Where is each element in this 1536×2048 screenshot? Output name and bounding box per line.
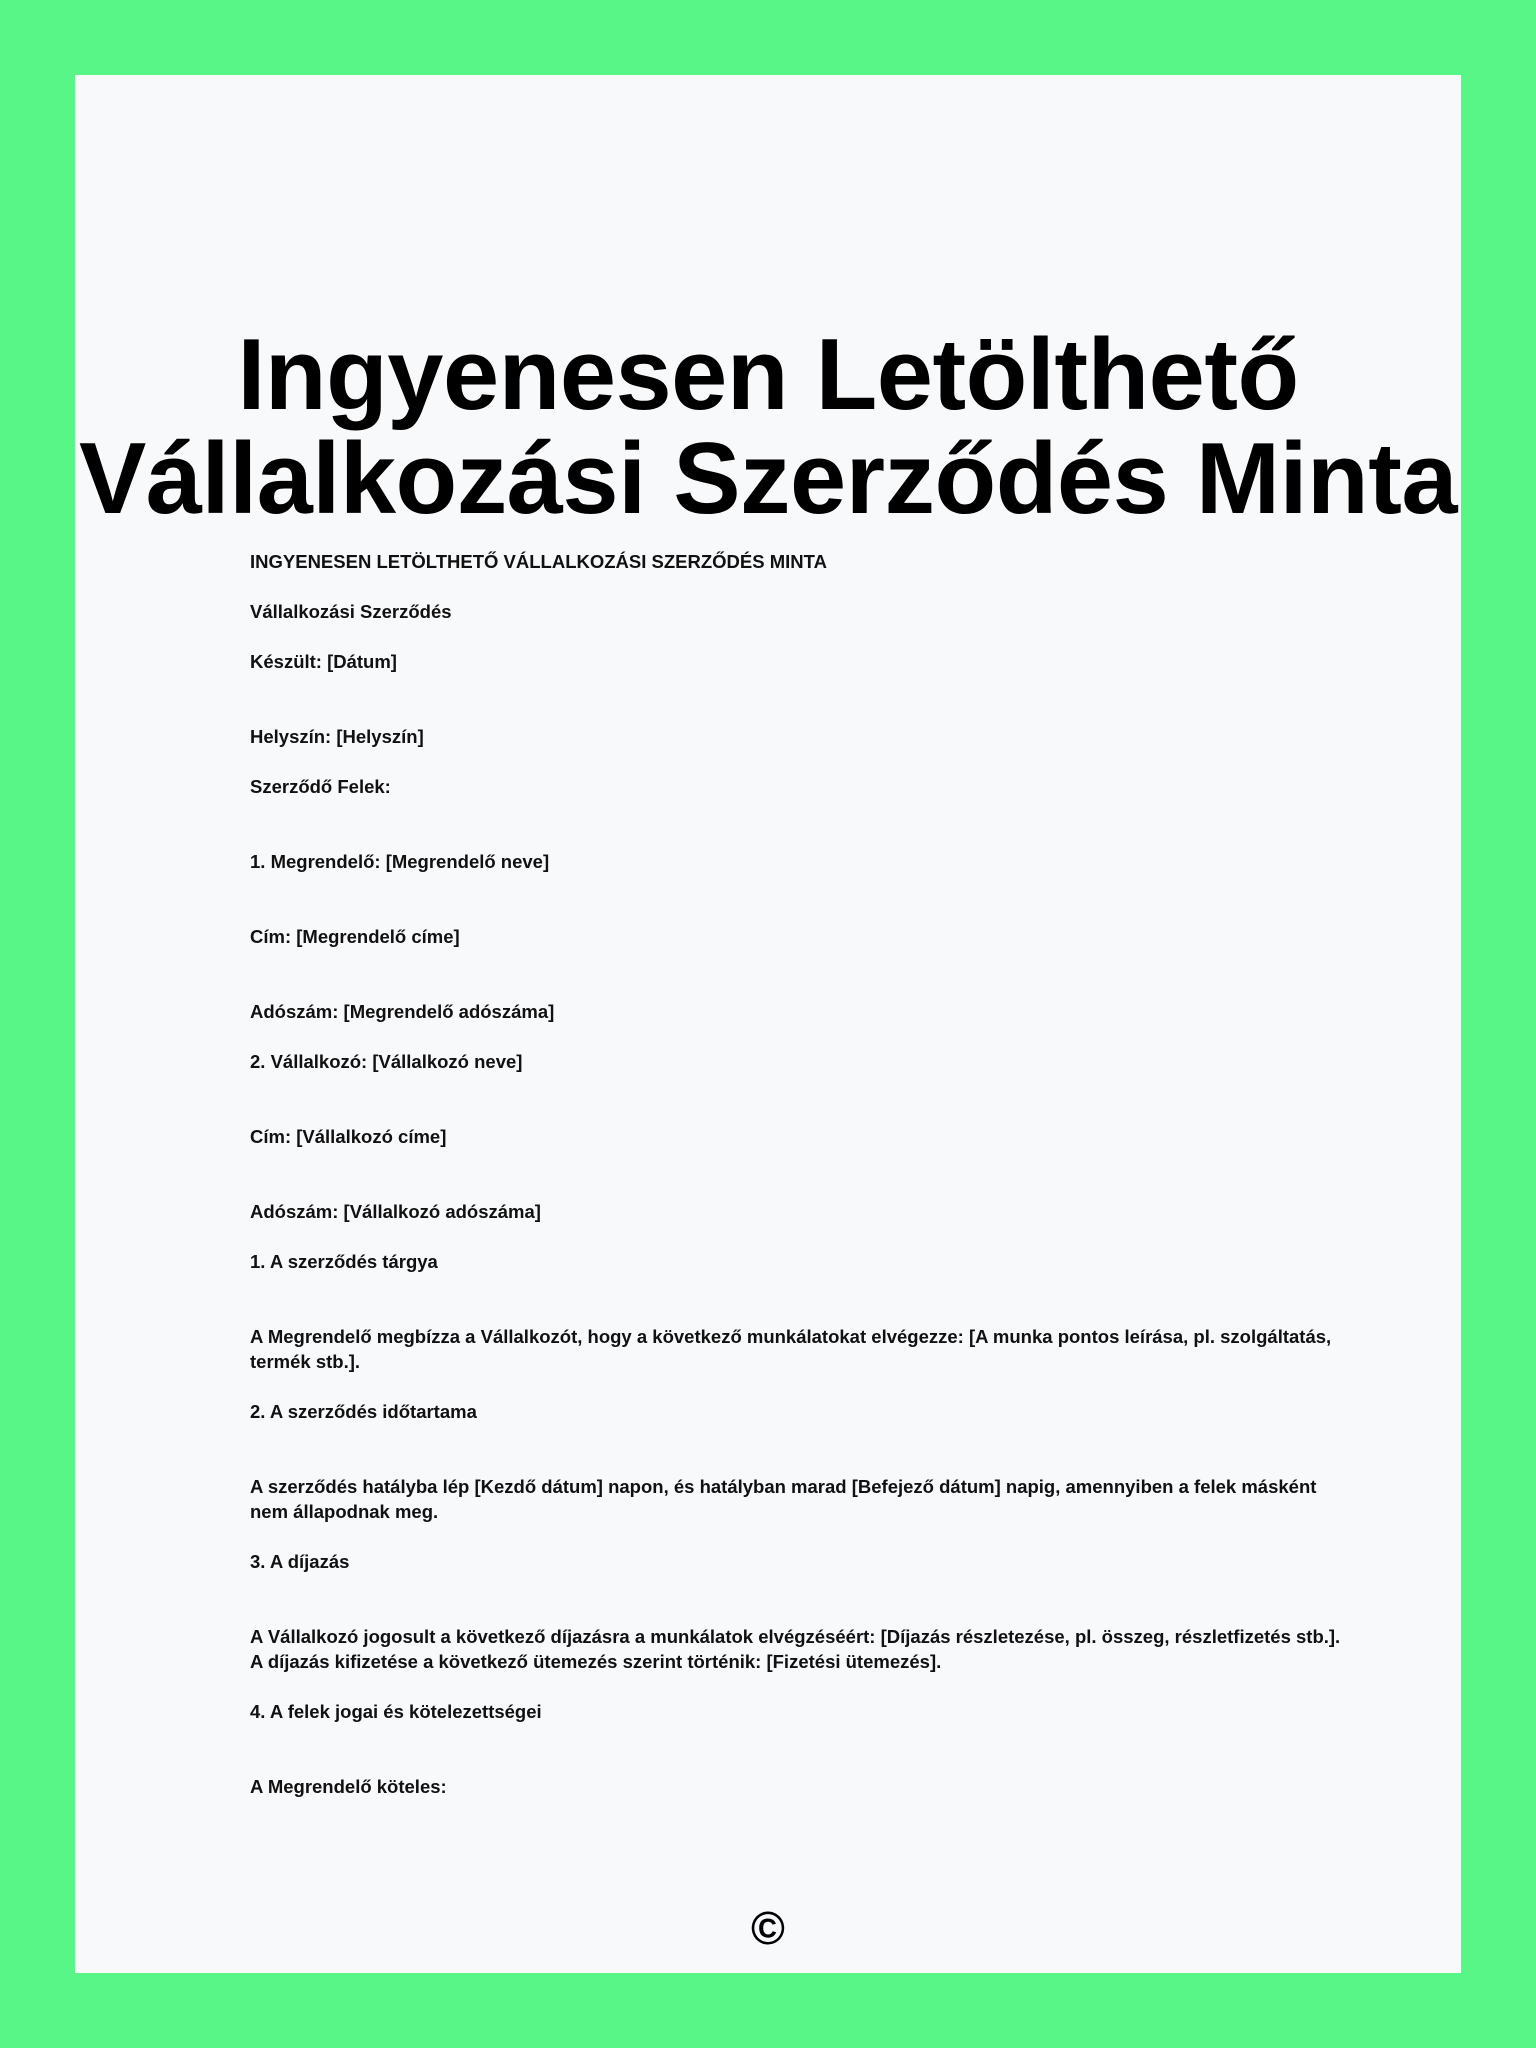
contractor-tax-id: Adószám: [Vállalkozó adószáma] [250, 1201, 541, 1222]
parties-heading: Szerződő Felek: [250, 776, 391, 797]
section-heading: 1. A szerződés tárgya [250, 1251, 438, 1272]
client-name: 1. Megrendelő: [Megrendelő neve] [250, 851, 550, 872]
document-subtitle: Vállalkozási Szerződés [250, 601, 452, 622]
page-title-line-2: Vállalkozási Szerződés Minta [78, 423, 1458, 535]
section-heading: 3. A díjazás [250, 1551, 350, 1572]
client-tax-id: Adószám: [Megrendelő adószáma] [250, 1001, 555, 1022]
document-heading: INGYENESEN LETÖLTHETŐ VÁLLALKOZÁSI SZERZŐDÉS MINTA [250, 551, 827, 572]
contractor-address: Cím: [Vállalkozó címe] [250, 1126, 447, 1147]
page-title [55, 319, 1481, 535]
contractor-name: 2. Vállalkozó: [Vállalkozó neve] [250, 1051, 523, 1072]
section-text: A Megrendelő köteles: [250, 1776, 447, 1797]
copyright-icon: © [751, 1902, 785, 1954]
section-text: A Megrendelő megbízza a Vállalkozót, hogy a következő munkálatokat elvégezze: [A munka pontos leírása, pl. szolgáltatás, termék stb.]. [250, 1326, 1332, 1372]
page-title-line-1: Ingyenesen Letölthető [237, 319, 1299, 431]
section-heading: 4. A felek jogai és kötelezettségei [250, 1701, 542, 1722]
client-address: Cím: [Megrendelő címe] [250, 926, 460, 947]
document-date: Készült: [Dátum] [250, 651, 397, 672]
section-heading: 2. A szerződés időtartama [250, 1401, 477, 1422]
section-text: A szerződés hatályba lép [Kezdő dátum] napon, és hatályban marad [Befejező dátum] napig, amennyiben a felek másként nem állapodnak meg. [250, 1476, 1317, 1522]
section-text: A Vállalkozó jogosult a következő díjazásra a munkálatok elvégzéséért: [Díjazás részletezése, pl. összeg, részletfizetés stb.]. A díjazás kifizetése a következő ütemezés szerint történik: [Fizetési ütemezés]. [250, 1626, 1341, 1672]
document-location: Helyszín: [Helyszín] [250, 726, 424, 747]
document-page [75, 75, 1461, 1973]
